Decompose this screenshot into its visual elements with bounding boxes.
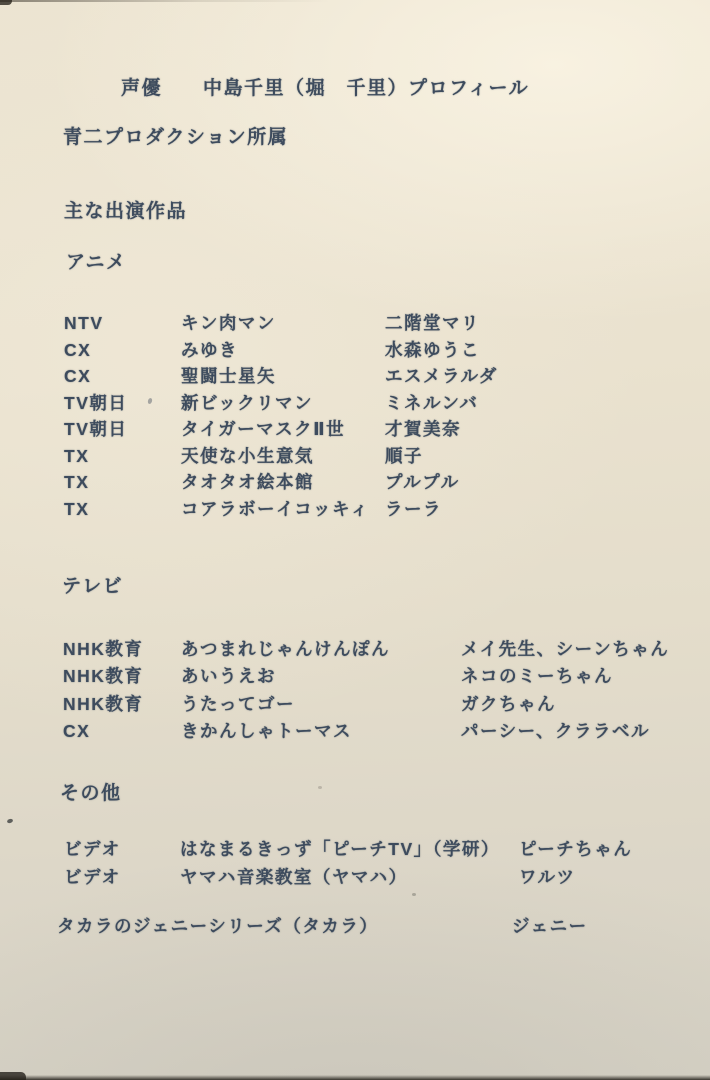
network-cell: ビデオ [64,839,121,859]
network-cell: TX [64,445,90,466]
photo-bottom-left-corner-shadow [0,1072,26,1080]
credit-row [0,663,710,690]
credit-row [0,718,710,745]
doc-title-label: 声優 [121,78,163,99]
role-cell: ミネルンバ [385,392,479,413]
role-cell: 才賀美奈 [385,419,461,439]
network-cell: TX [64,472,90,492]
credit-row [0,864,710,892]
work-title-cell: 新ビックリマン [181,392,313,413]
role-cell: 二階堂マリ [385,313,480,333]
work-title-cell: はなまるきっず「ピーチTV」（学研） [180,839,500,859]
network-cell: NTV [64,313,104,333]
network-cell: ビデオ [64,866,121,887]
paper-speck [412,893,416,896]
photo-top-left-corner-shadow [0,0,12,5]
work-title-cell: うたってゴー [181,693,295,714]
credit-row [0,836,710,864]
network-cell: CX [64,339,92,360]
credit-row [0,363,710,390]
work-title-cell: 聖闘士星矢 [181,366,276,386]
anime-credits-table [0,310,710,522]
work-title-cell: タイガーマスクⅡ世 [181,419,346,439]
credit-row [0,443,710,470]
work-title-cell: 天使な小生意気 [181,445,314,466]
other-section-heading: その他 [60,783,122,804]
role-cell: メイ先生、シーンちゃん [461,639,670,659]
paper-speck [318,786,322,789]
paper-speck [6,818,13,824]
work-title-cell: ヤマハ音楽教室（ヤマハ） [180,866,408,887]
credit-row [0,496,710,523]
network-cell: NHK教育 [63,693,144,714]
role-cell: ラーラ [385,498,442,519]
role-cell: エスメラルダ [385,366,498,386]
credit-row [0,390,710,417]
role-cell: ガクちゃん [461,693,556,714]
credit-row [0,337,710,364]
work-title-cell: コアラボーイコッキィ [181,498,370,519]
work-title-cell: きかんしゃトーマス [181,720,352,741]
role-cell: パーシー、クララベル [461,720,650,741]
anime-section-heading: アニメ [66,252,127,273]
role-cell: ネコのミーちゃん [461,666,613,687]
credit-row [0,691,710,718]
photo-bottom-edge-shadow [0,1075,710,1080]
other-credits-table [0,836,710,891]
work-title-cell: あつまれじゃんけんぽん [181,639,390,659]
work-title-cell: キン肉マン [181,313,276,333]
takara-series-title: タカラのジェニーシリーズ（タカラ） [57,916,379,936]
doc-title-name: 中島千里（堀 千里）プロフィール [203,78,530,99]
work-title-cell: あいうえお [181,666,276,687]
credit-row [0,310,710,337]
role-cell: プルプル [385,472,460,492]
takara-series-role: ジェニー [512,916,588,936]
network-cell: NHK教育 [63,666,144,687]
network-cell: CX [63,720,91,741]
network-cell: TV朝日 [64,419,128,439]
tv-section-heading: テレビ [62,576,124,597]
role-cell: ピーチちゃん [519,839,633,859]
network-cell: NHK教育 [63,639,144,659]
tv-credits-table [0,636,710,745]
role-cell: 順子 [385,445,423,466]
network-cell: CX [64,366,92,386]
work-title-cell: タオタオ絵本館 [181,472,314,492]
works-heading: 主な出演作品 [64,201,188,222]
credit-row [0,469,710,496]
photo-top-edge-shadow [0,0,330,2]
network-cell: TV朝日 [64,392,128,413]
role-cell: 水森ゆうこ [385,339,480,360]
credit-row [0,416,710,443]
work-title-cell: みゆき [181,339,238,360]
network-cell: TX [64,498,90,519]
credit-row [0,636,710,663]
role-cell: ワルツ [519,866,576,887]
affiliation-line: 青二プロダクション所属 [63,127,289,148]
